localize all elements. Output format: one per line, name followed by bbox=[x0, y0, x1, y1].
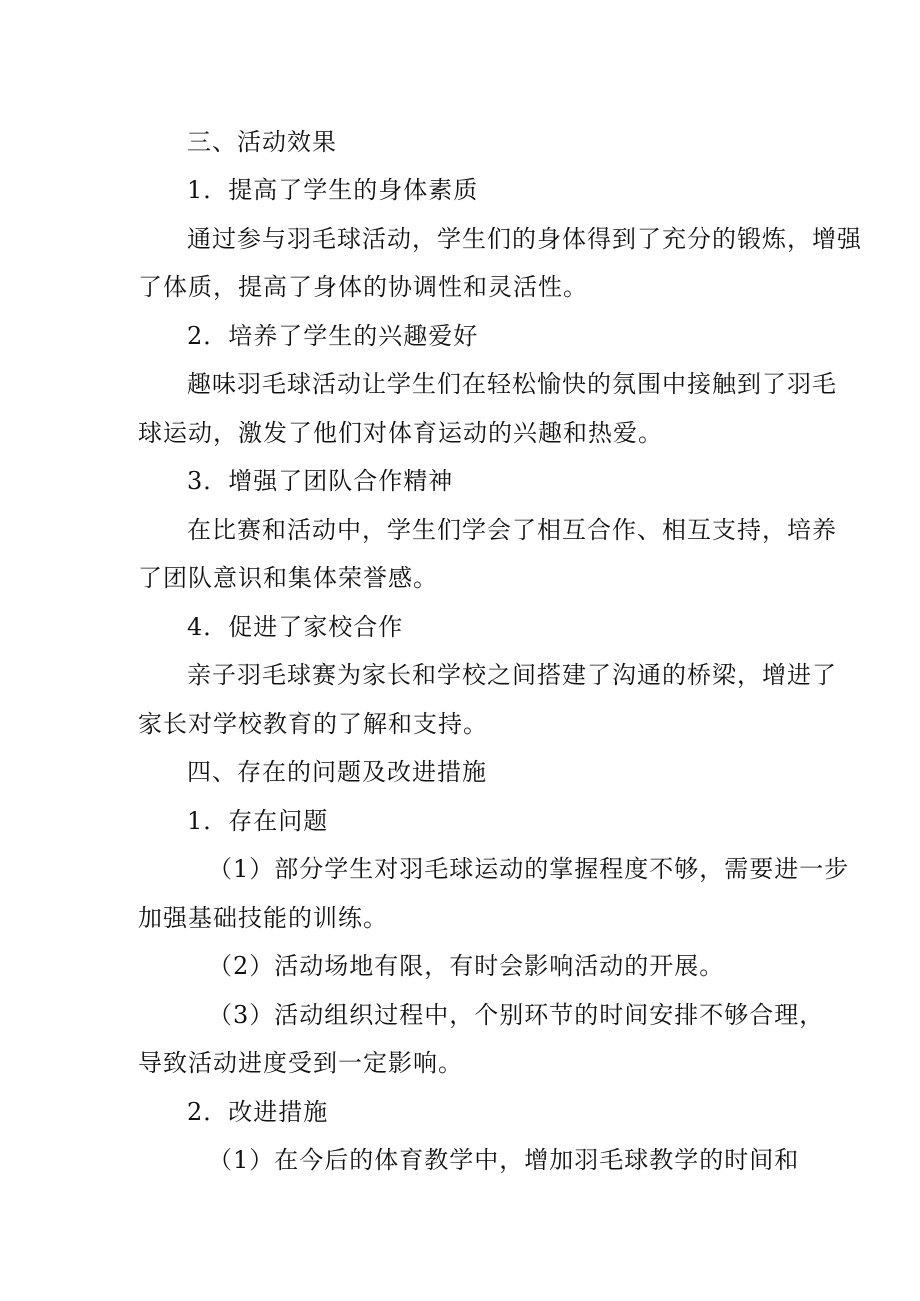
list-item-line: （3）活动组织过程中，个别环节的时间安排不够合理， bbox=[208, 1001, 825, 1029]
list-item-line: （1）在今后的体育教学中，增加羽毛球教学的时间和 bbox=[208, 1146, 800, 1174]
section-heading-problems: 四、存在的问题及改进措施 bbox=[187, 758, 487, 786]
subheading-interests: 2．培养了学生的兴趣爱好 bbox=[187, 322, 479, 350]
list-item-line: 加强基础技能的训练。 bbox=[138, 904, 388, 932]
paragraph-line: 在比赛和活动中，学生们学会了相互合作、相互支持，培养 bbox=[187, 516, 837, 544]
subheading-teamwork: 3．增强了团队合作精神 bbox=[187, 467, 454, 495]
subheading-home-school: 4．促进了家校合作 bbox=[187, 613, 404, 641]
list-item-line: （1）部分学生对羽毛球运动的掌握程度不够，需要进一步 bbox=[208, 855, 850, 883]
paragraph-line: 亲子羽毛球赛为家长和学校之间搭建了沟通的桥梁，增进了 bbox=[187, 661, 837, 689]
paragraph-line: 家长对学校教育的了解和支持。 bbox=[138, 710, 488, 738]
paragraph-line: 通过参与羽毛球活动，学生们的身体得到了充分的锻炼，增强 bbox=[187, 225, 862, 253]
paragraph-line: 了团队意识和集体荣誉感。 bbox=[138, 564, 438, 592]
paragraph-line: 球运动，激发了他们对体育运动的兴趣和热爱。 bbox=[138, 419, 663, 447]
list-item-line: 导致活动进度受到一定影响。 bbox=[138, 1049, 463, 1077]
list-item-line: （2）活动场地有限，有时会影响活动的开展。 bbox=[208, 952, 725, 980]
subheading-existing-problems: 1．存在问题 bbox=[187, 807, 329, 835]
subheading-physical-fitness: 1．提高了学生的身体素质 bbox=[187, 176, 479, 204]
subheading-improvements: 2．改进措施 bbox=[187, 1098, 329, 1126]
section-heading-activity-effects: 三、活动效果 bbox=[187, 128, 337, 156]
paragraph-line: 了体质，提高了身体的协调性和灵活性。 bbox=[138, 273, 588, 301]
paragraph-line: 趣味羽毛球活动让学生们在轻松愉快的氛围中接触到了羽毛 bbox=[187, 370, 837, 398]
